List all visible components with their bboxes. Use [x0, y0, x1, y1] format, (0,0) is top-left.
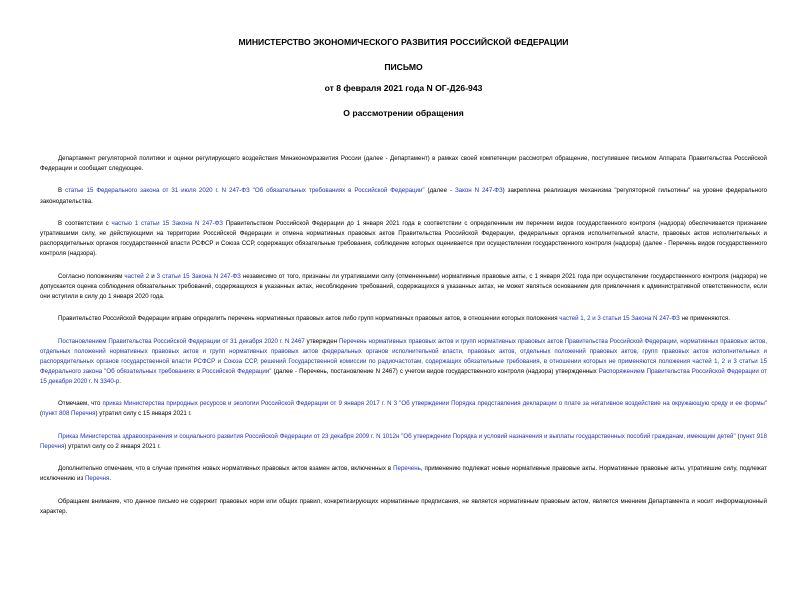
paragraph-text: Обращаем внимание, что данное письмо не содержит правовых норм или общих правил, конкретизирующих нормативные предписания, не является нормативным правовым актом, является мнением Департамента и носит информационный характер. — [40, 497, 767, 515]
paragraph-text: Дополнительно отмечаем, что в случае принятия новых нормативных правовых актов взамен актов, включенных в — [58, 465, 394, 473]
document-type: ПИСЬМО — [384, 62, 423, 72]
paragraph-text: Правительство Российской Федерации вправе определить перечень нормативных правовых актов либо групп нормативных правовых актов, в отношении которых положения — [58, 315, 560, 323]
document-link[interactable]: частью 1 статьи 15 Закона N 247-ФЗ — [111, 219, 223, 227]
document-link[interactable]: статье 15 Федерального закона от 31 июля 2020 г. N 247-ФЗ "Об обязательных требованиях в Российской Федерации" — [65, 187, 425, 195]
paragraph-text: ) утратил силу со 2 января 2021 г. — [64, 442, 161, 450]
paragraph-text: . — [109, 475, 112, 483]
document-link[interactable]: Приказ Министерства здравоохранения и социального развития Российской Федерации от 23 декабря 2009 г. N 1012н "Об утверждении Порядка и условий назначения и выплаты государственных пособий гражданам, имеющим детей" — [58, 432, 736, 440]
paragraph-text: (далее - — [424, 187, 455, 195]
paragraph-text: Отмечаем, что — [58, 400, 103, 408]
document-link[interactable]: Перечень — [393, 465, 421, 473]
document-link[interactable]: Закон N 247-ФЗ — [454, 187, 503, 195]
paragraph-text: утвержден — [304, 337, 339, 345]
document-link[interactable]: частей 1, 2 и 3 статьи 15 Закона N 247-ФЗ — [559, 315, 680, 323]
paragraph — [40, 219, 767, 259]
paragraph — [40, 272, 767, 302]
paragraph — [40, 497, 767, 517]
paragraph — [40, 399, 767, 419]
document-link[interactable]: пункт 918 Перечня — [40, 432, 767, 450]
paragraph-text: В — [58, 187, 66, 195]
paragraph — [40, 432, 767, 452]
paragraph — [40, 186, 767, 206]
paragraph-text: ) утратил силу с 15 января 2021 г. — [95, 410, 192, 418]
paragraph — [40, 464, 767, 484]
document-link[interactable]: Постановлением Правительства Российской Федерации от 31 декабря 2020 г. N 2467 — [58, 337, 305, 345]
document-link[interactable]: Распоряжением Правительства Российской Федерации от 15 декабря 2020 г. N 3340-р — [40, 367, 767, 385]
paragraph — [40, 314, 767, 324]
paragraph-text: . — [119, 377, 121, 385]
paragraph-text: (далее - Перечень, постановление N 2467) с учетом видов государственного контроля (надзора) утвержденных — [271, 367, 599, 375]
paragraph-text: Правительством Российской Федерации до 1 января 2021 года в соответствии с определенным им перечнем видов государственного контроля (надзора) обеспечивается признание утратившими силу, не действующими на территории Российской Федерации и отмена нормативных правовых актов Правительства Российской Федерации, федеральных органов исполнительной власти, правовых актов исполнительных и распорядительных органов государственной власти РСФСР и Союза ССР, содержащих обязательные требования, соблюдение которых оценивается при осуществлении государственного контроля (надзора) (далее - Перечень видов государственного контроля (надзора). — [40, 219, 767, 258]
paragraph-text: , применению подлежат новые нормативные правовые акты. Нормативные правовые акты, утратившие силу, подлежат исключению из — [40, 465, 767, 483]
document-link[interactable]: 3 статьи 15 Закона N 247-ФЗ — [156, 272, 241, 280]
document-date-number: от 8 февраля 2021 года N ОГ-Д26-943 — [324, 83, 483, 93]
paragraph-text: и — [149, 272, 157, 280]
paragraph-text: ) закреплена реализация механизма "регуляторной гильотины" на уровне федерального законодательства. — [40, 187, 768, 205]
ministry-title: МИНИСТЕРСТВО ЭКОНОМИЧЕСКОГО РАЗВИТИЯ РОССИЙСКОЙ ФЕДЕРАЦИИ — [238, 37, 569, 47]
paragraph — [40, 337, 767, 387]
paragraph-text: ( — [735, 432, 740, 440]
document-page — [0, 37, 807, 608]
paragraph — [40, 154, 767, 174]
document-link[interactable]: пункт 808 Перечня — [42, 410, 96, 418]
paragraph-text: В соответствии с — [58, 219, 112, 227]
paragraph-text: не применяются. — [679, 315, 730, 323]
document-link[interactable]: Перечень нормативных правовых актов и групп нормативных правовых актов Правительства Российской Федерации, нормативных правовых актов, отдельных положений нормативных правовых актов и групп нормативных правовых актов федеральных органов исполнительной власти, правовых актов, отдельных положений правовых актов, групп правовых актов исполнительных и распорядительных органов государственной власти РСФСР и Союза ССР, решений Государственной комиссии по радиочастотам, содержащих обязательные требования, в отношении которых не применяются положения частей 1, 2 и 3 статьи 15 Федерального закона "Об обязательных требованиях в Российской Федерации" — [40, 337, 767, 375]
document-subject: О рассмотрении обращения — [343, 108, 464, 118]
document-link[interactable]: частей 2 — [124, 272, 150, 280]
paragraph-text: ( — [40, 410, 43, 418]
paragraph-text: независимо от того, признаны ли утратившими силу (отмененными) нормативные правовые акты, с 1 января 2021 года при осуществлении государственного контроля (надзора) не допускается оценка соблюдения обязательных требований, содержащихся в указанных актах, несоблюдение требований, содержащихся в указанных актах, не может являться основанием для привлечения к административной ответственности, если они вступили в силу до 1 января 2020 года. — [40, 272, 767, 300]
document-body — [40, 154, 767, 517]
document-link[interactable]: приказ Министерства природных ресурсов и экологии Российской Федерации от 9 января 2017 г. N 3 "Об утверждении Порядка представления декларации о плате за негативное воздействие на окружающую среду и ее формы" — [102, 400, 768, 408]
document-link[interactable]: Перечня — [85, 475, 110, 483]
paragraph-text: Департамент регуляторной политики и оценки регулирующего воздействия Минэкономразвития России (далее - Департамент) в рамках своей компетенции рассмотрел обращение, поступившее письмом Аппарата Правительства Российской Федерации и сообщает следующее. — [40, 155, 767, 173]
paragraph-text: Согласно положениям — [58, 272, 125, 280]
